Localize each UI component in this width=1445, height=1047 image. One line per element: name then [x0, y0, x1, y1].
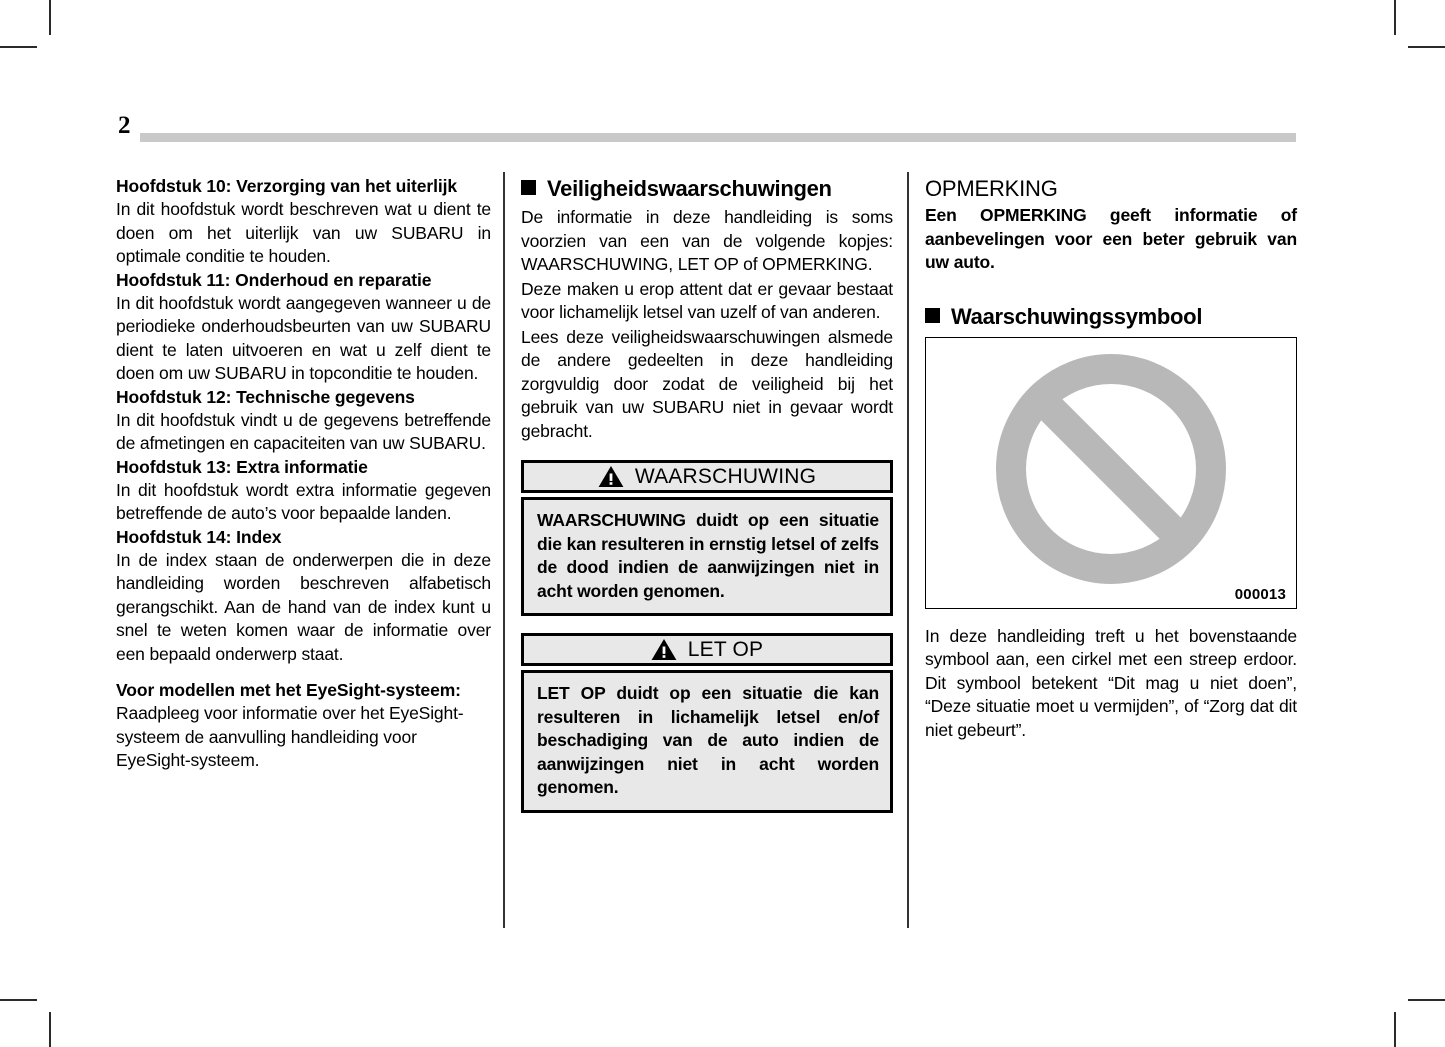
eyesight-heading: Voor modellen met het EyeSight-systeem: — [116, 680, 461, 700]
alert-warning-body-text: WAARSCHUWING duidt op een situatie die kan resulteren in ernstig letsel of zelfs de dood indien de aanwijzingen niet in acht worden genomen. — [537, 510, 879, 601]
warning-triangle-icon — [651, 638, 677, 661]
chapter-heading-10: Hoofdstuk 10: Verzorging van het uiterlijk — [116, 176, 457, 196]
chapter-heading-14: Hoofdstuk 14: Index — [116, 526, 282, 547]
column-one — [116, 176, 491, 774]
chapter-heading-13: Hoofdstuk 13: Extra informatie — [116, 456, 368, 477]
alert-warning-title: WAARSCHUWING — [634, 465, 817, 488]
safety-paragraph-3: Lees deze veiligheidswaarschuwingen alsmede de andere gedeelten in deze handleiding zorgvuldig door zodat de veiligheid bij het gebruik van uw SUBARU niet in gevaar wordt gebracht. — [521, 326, 893, 441]
prohibition-no-entry-icon — [994, 352, 1228, 586]
square-bullet-icon — [925, 308, 940, 323]
figure-caption-text: In deze handleiding treft u het bovenstaande symbool aan, een cirkel met een streep erdoor. Dit symbool betekent “Dit mag u niet doen”, “Deze situatie moet u vermijden”, of “Zorg dat dit niet gebeurt”. — [925, 625, 1297, 740]
chapter-text-13: In dit hoofdstuk wordt extra informatie gegeven betreffende de auto’s voor bepaalde landen. — [116, 479, 491, 523]
column-two — [521, 176, 893, 813]
alert-caution — [521, 633, 893, 813]
safety-warnings-section-title — [521, 176, 893, 202]
crop-mark-bottom-left — [49, 1012, 51, 1047]
crop-mark-top-right — [1394, 0, 1396, 35]
warning-symbol-title-label: Waarschuwingssymbool — [951, 303, 1203, 329]
alert-warning-title-bar — [521, 460, 893, 493]
column-divider-2 — [907, 172, 909, 928]
chapter-text-14: In de index staan de onderwerpen die in deze handleiding worden beschreven alfabetisch gerangschikt. Aan de hand van de index kunt u snel te weten komen waar de informatie over een bepaald onderwerp staat. — [116, 549, 491, 664]
chapter-text-12: In dit hoofdstuk vindt u de gegevens betreffende de afmetingen en capaciteiten van uw SUBARU. — [116, 409, 491, 453]
warning-symbol-section-title — [925, 304, 1297, 330]
crop-mark-right-bottom — [1408, 999, 1445, 1001]
warning-triangle-icon — [598, 465, 624, 488]
crop-mark-left-top — [0, 46, 37, 48]
chapter-text-10: In dit hoofdstuk wordt beschreven wat u dient te doen om het uiterlijk van uw SUBARU in optimale conditie te houden. — [116, 199, 491, 266]
column-divider-1 — [503, 172, 505, 928]
eyesight-text: Raadpleeg voor informatie over het EyeSight-systeem de aanvulling handleiding voor EyeSight-systeem. — [116, 703, 464, 770]
crop-mark-bottom-right — [1394, 1012, 1396, 1047]
crop-mark-left-bottom — [0, 999, 37, 1001]
alert-warning-body — [521, 497, 893, 616]
section-spacer — [925, 275, 1297, 304]
safety-paragraph-1: De informatie in deze handleiding is soms voorzien van een van de volgende kopjes: WAARSCHUWING, LET OP of OPMERKING. — [521, 207, 893, 274]
alert-caution-body-text: LET OP duidt op een situatie die kan resulteren in lichamelijk letsel en/of beschadiging van de auto indien de aanwijzingen niet in acht worden genomen. — [537, 683, 879, 797]
chapter-heading-12: Hoofdstuk 12: Technische gegevens — [116, 386, 415, 407]
note-body-text: Een OPMERKING geeft informatie of aanbevelingen voor een beter gebruik van uw auto. — [925, 205, 1297, 272]
paragraph-spacer — [116, 667, 491, 680]
chapter-text-11: In dit hoofdstuk wordt aangegeven wanneer u de periodieke onderhoudsbeurten van uw SUBARU dient te laten uitvoeren en wat u zelf dient te doen om uw SUBARU in topconditie te houden. — [116, 292, 491, 383]
alert-caution-body — [521, 670, 893, 813]
crop-mark-top-left — [49, 0, 51, 35]
safety-paragraph-2: Deze maken u erop attent dat er gevaar bestaat voor lichamelijk letsel van uzelf of van anderen. — [521, 278, 893, 322]
alert-caution-title: LET OP — [687, 638, 764, 661]
alert-caution-title-bar — [521, 633, 893, 666]
header-rule — [140, 133, 1296, 142]
note-heading: OPMERKING — [925, 176, 1058, 201]
warning-symbol-figure — [925, 337, 1297, 609]
column-three — [925, 176, 1297, 743]
page-number: 2 — [118, 112, 131, 139]
square-bullet-icon — [521, 180, 536, 195]
safety-warnings-title-label: Veiligheidswaarschuwingen — [547, 176, 832, 201]
chapter-heading-11: Hoofdstuk 11: Onderhoud en reparatie — [116, 269, 432, 290]
alert-warning — [521, 460, 893, 616]
figure-id-label: 000013 — [1234, 585, 1286, 603]
crop-mark-right-top — [1408, 46, 1445, 48]
